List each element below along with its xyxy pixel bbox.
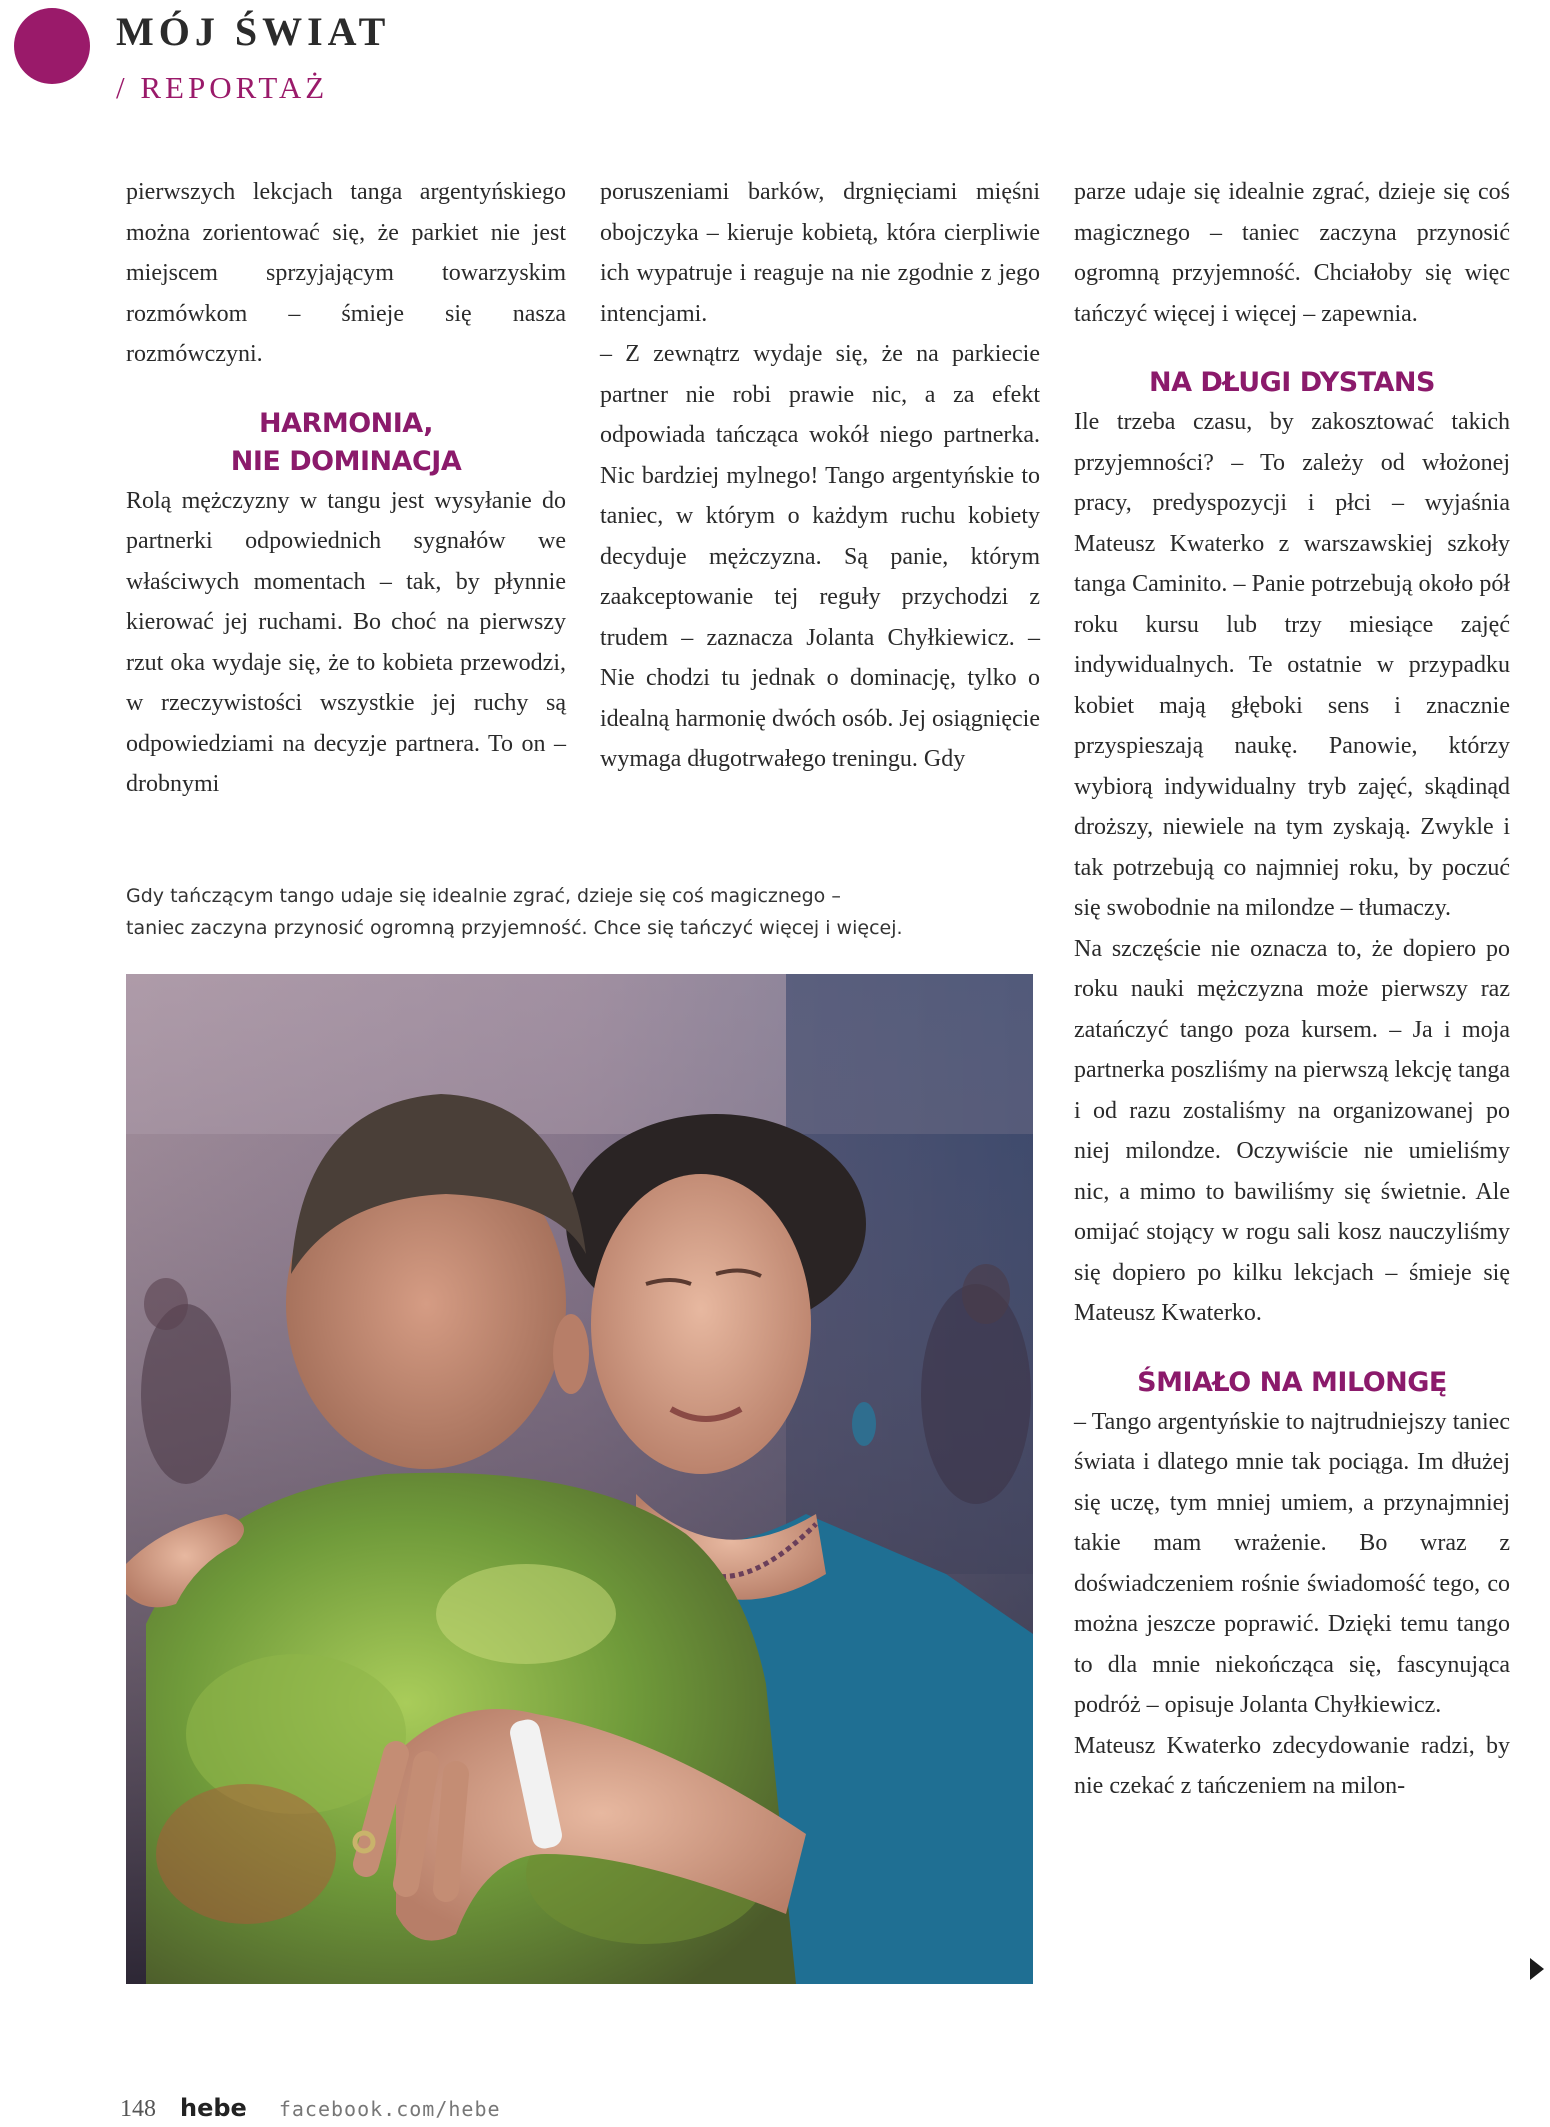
article-column-1 — [126, 172, 566, 805]
caption-line: Gdy tańczącym tango udaje się idealnie zgrać, dzieje się coś magicznego – — [126, 885, 841, 907]
section-title: MÓJ ŚWIAT — [116, 9, 391, 54]
article-paragraph: pierwszych lekcjach tanga argentyńskiego można zorientować się, że parkiet nie jest miejscem sprzyjającym towarzyskim rozmówkom – śmieje się nasza rozmówczyni. — [126, 179, 566, 367]
tango-couple-photo — [126, 974, 1033, 1984]
article-paragraph: Mateusz Kwaterko zdecydowanie radzi, by nie czekać z tańczeniem na milon- — [1074, 1732, 1510, 1799]
brand-logo: hebe — [180, 2094, 247, 2122]
subheading-line: HARMONIA, — [259, 407, 433, 439]
article-paragraph: Ile trzeba czasu, by zakosztować takich przyjemności? – To zależy od włożonej pracy, predyspozycji i płci – wyjaśnia Mateusz Kwaterko z warszawskiej szkoły tanga Caminito. – Panie potrzebują około pół roku kursu lub trzy miesiące zajęć indywidualnych. Te ostatnie w przypadku kobiet mają głęboki sens i znacznie przyspieszają naukę. Panowie, którzy wybiorą indywidualny tryb zajęć, skądinąd droższy, niewiele na tym zyskają. Zwykle i tak potrzebują co najmniej roku, by poczuć się swobodnie na milondze – tłumaczy. — [1074, 409, 1510, 921]
subheading-line: NIE DOMINACJA — [230, 445, 462, 477]
section-dot — [14, 8, 90, 84]
continue-arrow-icon — [1530, 1958, 1544, 1980]
section-subtitle: / REPORTAŻ — [116, 70, 329, 105]
page-footer — [120, 2094, 501, 2123]
article-paragraph: – Tango argentyńskie to najtrudniejszy taniec świata i dlatego mnie tak pociąga. Im dłużej się uczę, tym mniej umiem, a przynajmniej takie mam wrażenie. Bo wraz z doświadczeniem rośnie świadomość tego, co można jeszcze poprawić. Dzięki temu tango to dla mnie niekończąca się, fascynująca podróż – opisuje Jolanta Chyłkiewicz. — [1074, 1408, 1510, 1718]
subheading-dystans: NA DŁUGI DYSTANS — [1149, 367, 1435, 398]
article-paragraph: parze udaje się idealnie zgrać, dzieje się coś magicznego – taniec zaczyna przynosić ogromną przyjemność. Chciałoby się więc tańczyć więcej i więcej – zapewnia. — [1074, 179, 1510, 327]
photo-caption — [126, 880, 1046, 944]
page-number: 148 — [120, 2096, 156, 2122]
subheading-harmonia — [126, 405, 566, 481]
article-paragraph: Rolą mężczyzny w tangu jest wysyłanie do partnerki odpowiednich sygnałów we właściwych momentach – tak, by płynnie kierować jej ruchami. Bo choć na pierwszy rzut oka wydaje się, że to kobieta przewodzi, w rzeczywistości wszystkie jej ruchy są odpowiedziami na decyzje partnera. To on – drobnymi — [126, 487, 566, 797]
article-column-3 — [1074, 172, 1510, 1807]
article-paragraph: Na szczęście nie oznacza to, że dopiero po roku nauki mężczyzna może pierwszy raz zatańczyć tango poza kursem. – Ja i moja partnerka poszliśmy na pierwszą lekcję tanga i od razu zostaliśmy na organizowanej po niej milondze. Oczywiście nie umieliśmy nic, a mimo to bawiliśmy się świetnie. Ale omijać stojący w rogu sali kosz nauczyliśmy się dopiero po kilku lekcjach – śmieje się Mateusz Kwaterko. — [1074, 935, 1510, 1326]
article-paragraph: poruszeniami barków, drgnięciami mięśni obojczyka – kieruje kobietą, która cierpliwie ich wypatruje i reaguje na nie zgodnie z jego intencjami. — [600, 179, 1040, 327]
caption-line: taniec zaczyna przynosić ogromną przyjemność. Chce się tańczyć więcej i więcej. — [126, 917, 903, 939]
facebook-link[interactable]: facebook.com/hebe — [278, 2097, 501, 2121]
article-paragraph: – Z zewnątrz wydaje się, że na parkiecie partner nie robi prawie nic, a za efekt odpowiada tańcząca wokół niego partnerka. Nic bardziej mylnego! Tango argentyńskie to taniec, w którym o każdym ruchu kobiety decyduje mężczyzna. Są panie, którym zaakceptowanie tej reguły przychodzi z trudem – zaznacza Jolanta Chyłkiewicz. – Nie chodzi tu jednak o dominację, tylko o idealną harmonię dwóch osób. Jej osiągnięcie wymaga długotrwałego treningu. Gdy — [600, 341, 1040, 772]
subheading-milonga: ŚMIAŁO NA MILONGĘ — [1137, 1366, 1447, 1398]
section-subtitle-text: REPORTAŻ — [140, 70, 329, 105]
article-column-2 — [600, 172, 1040, 780]
